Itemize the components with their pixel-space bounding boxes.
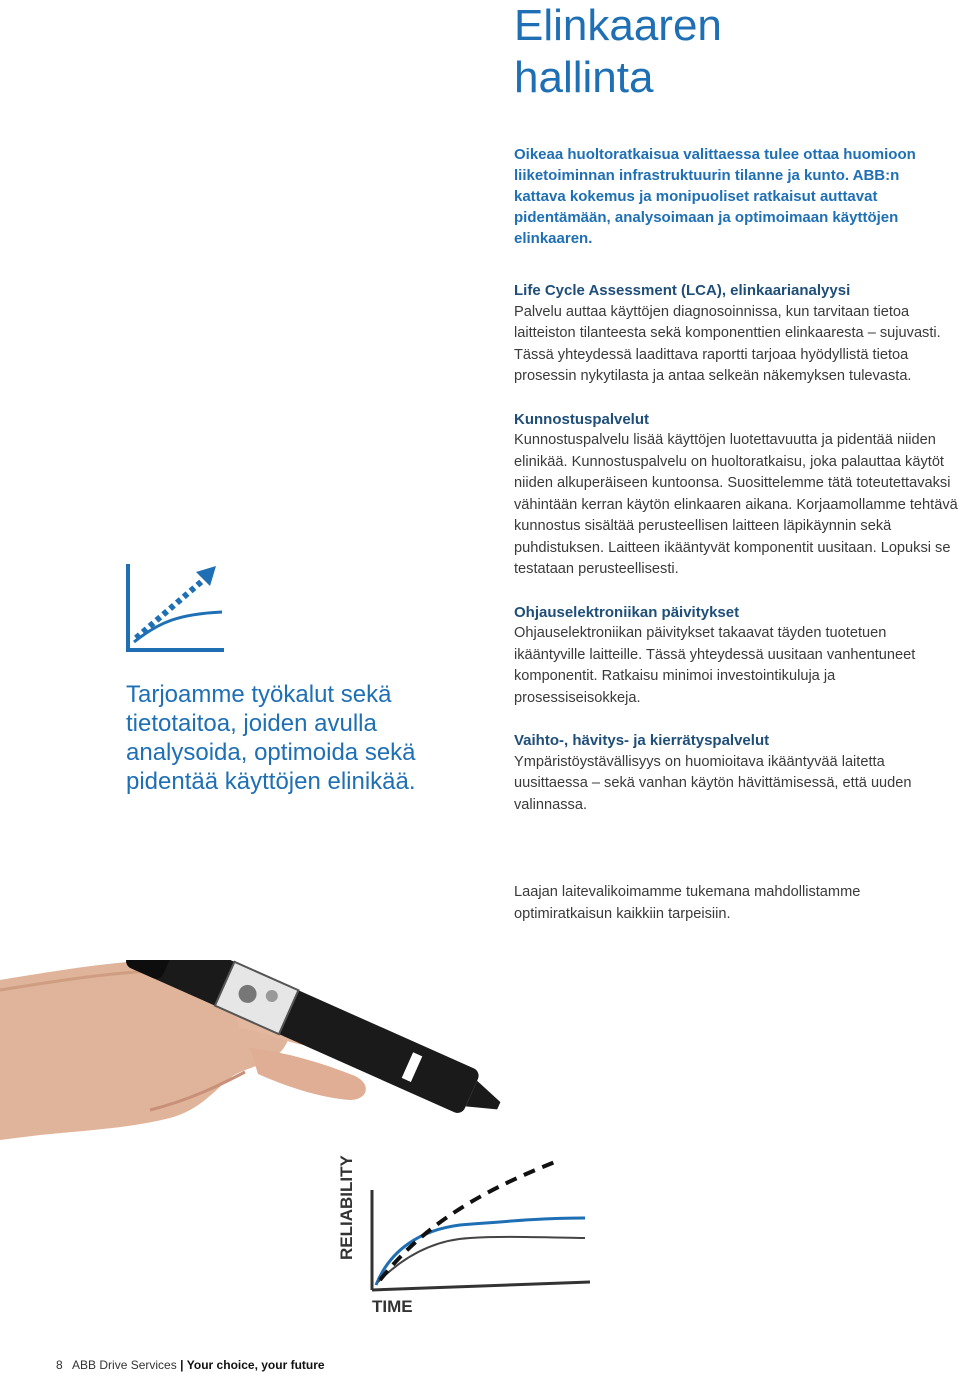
pull-quote: Tarjoamme työkalut sekä tietotaitoa, joiden avulla analysoida, optimoida sekä pidentää käyttöjen elinikää. xyxy=(126,681,416,795)
hand-drawing-chart-illustration xyxy=(0,960,960,1330)
section-vaihto xyxy=(514,730,959,816)
sketch-ylabel: RELIABILITY xyxy=(337,1155,356,1260)
footer-brand: ABB Drive Services xyxy=(72,1358,177,1372)
page-footer xyxy=(56,1358,325,1372)
section-kunnostus xyxy=(514,409,959,581)
service-sections xyxy=(514,280,959,837)
footer-separator: | xyxy=(180,1358,184,1372)
section-lca xyxy=(514,280,959,388)
section-ohjauselektroniikka xyxy=(514,602,959,710)
lead-paragraph: Oikeaa huoltoratkaisua valittaessa tulee ottaa huomioon liiketoiminnan infrastruktuurin tilanne ja kunto. ABB:n kattava kokemus ja monipuoliset ratkaisut auttavat pidentämään, analysoimaan ja optimoimaan käyttöjen elinkaaren. xyxy=(514,146,916,247)
section-body: Ohjauselektroniikan päivitykset takaavat täyden tuotetuen ikääntyville laitteille. Tässä yhteydessä uusitaan vanhentuneet komponentit. Ratkaisu minimoi investointikuluja ja prosessiseisokkeja. xyxy=(514,625,916,706)
sketch-xlabel: TIME xyxy=(372,1297,413,1316)
title-line-1: Elinkaaren xyxy=(514,1,722,50)
section-body: Kunnostuspalvelu lisää käyttöjen luotettavuutta ja pidentää niiden elinikää. Kunnostuspalvelu on huoltoratkaisu, joka palauttaa käytöt niiden alkuperäiseen kuntoonsa. Suosittelemme tätä toteutettavaksi vähintään kerran käytön elinkaaren aikana. Korjaamollamme tehtävä kunnostus sisältää perusteellisen laitteen läpikäynnin sekä puhdistuksen. Laitteen ikääntyvät komponentit uusitaan. Lopuksi se testataan perusteellisesti. xyxy=(514,432,958,577)
page-title xyxy=(514,0,934,104)
section-heading: Kunnostuspalvelut xyxy=(514,410,650,428)
section-heading: Life Cycle Assessment (LCA), elinkaarianalyysi xyxy=(514,282,851,299)
section-body: Palvelu auttaa käyttöjen diagnosoinnissa, kun tarvitaan tietoa laitteiston tilanteesta sekä komponenttien elinkaaresta – sujuvasti. Tässä yhteydessä laadittava raportti tarjoaa hyödyllistä tietoa prosessin nykytilasta ja antaa selkeän näkemyksen tulevasta. xyxy=(514,303,941,384)
section-heading: Ohjauselektroniikan päivitykset xyxy=(514,603,740,621)
section-heading: Vaihto-, hävitys- ja kierrätyspalvelut xyxy=(514,732,770,749)
title-line-2: hallinta xyxy=(514,53,654,102)
page-number: 8 xyxy=(56,1358,63,1372)
closing-paragraph: Laajan laitevalikoimamme tukemana mahdollistamme optimiratkaisun kaikkiin tarpeisiin. xyxy=(514,884,861,922)
section-body: Ympäristöystävällisyys on huomioitava ikääntyvää laitetta uusittaessa – sekä vanhan käytön hävittämisessä, että uuden valinnassa. xyxy=(514,753,912,813)
growth-chart-icon xyxy=(124,562,228,654)
footer-tagline: Your choice, your future xyxy=(186,1358,325,1372)
